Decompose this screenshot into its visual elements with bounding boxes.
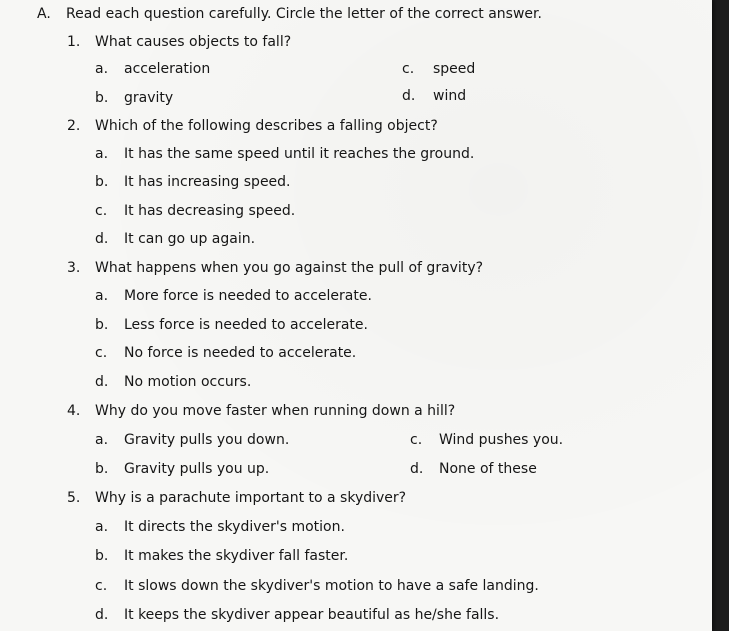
choice-text: gravity [124, 90, 174, 106]
choice-letter[interactable]: b. [95, 90, 109, 106]
question-number: 3. [67, 260, 81, 276]
choice-text: Wind pushes you. [439, 432, 564, 448]
choice-text: Less force is needed to accelerate. [124, 317, 368, 333]
choice-text: No motion occurs. [124, 374, 252, 390]
question-text: Why do you move faster when running down a hill? [95, 403, 456, 419]
choice-letter[interactable]: c. [95, 203, 108, 219]
choice-letter[interactable]: d. [95, 231, 109, 247]
choice-letter[interactable]: d. [410, 461, 424, 477]
choice-letter[interactable]: c. [95, 345, 108, 361]
question-number: 4. [67, 403, 81, 419]
question-text: Why is a parachute important to a skydiver? [95, 490, 407, 506]
choice-text: It can go up again. [124, 231, 256, 247]
choice-letter[interactable]: d. [95, 607, 109, 623]
question-text: What happens when you go against the pull of gravity? [95, 260, 484, 276]
choice-letter[interactable]: d. [402, 88, 416, 104]
choice-text: speed [433, 61, 476, 77]
question-number: 2. [67, 118, 81, 134]
choice-text: None of these [439, 461, 537, 477]
choice-letter[interactable]: a. [95, 288, 109, 304]
choice-text: It directs the skydiver's motion. [124, 519, 345, 535]
choice-letter[interactable]: b. [95, 174, 109, 190]
choice-text: It slows down the skydiver's motion to have a safe landing. [124, 578, 539, 594]
choice-letter[interactable]: b. [95, 461, 109, 477]
choice-letter[interactable]: a. [95, 432, 109, 448]
choice-letter[interactable]: a. [95, 146, 109, 162]
question-number: 1. [67, 34, 81, 50]
choice-text: It has increasing speed. [124, 174, 291, 190]
choice-text: acceleration [124, 61, 211, 77]
choice-letter[interactable]: d. [95, 374, 109, 390]
choice-text: It has decreasing speed. [124, 203, 296, 219]
choice-text: It keeps the skydiver appear beautiful as he/she falls. [124, 607, 500, 623]
question-number: 5. [67, 490, 81, 506]
choice-text: Gravity pulls you down. [124, 432, 290, 448]
choice-letter[interactable]: a. [95, 519, 109, 535]
choice-letter[interactable]: b. [95, 317, 109, 333]
choice-letter[interactable]: b. [95, 548, 109, 564]
choice-text: It makes the skydiver fall faster. [124, 548, 349, 564]
choice-letter[interactable]: c. [410, 432, 423, 448]
choice-text: More force is needed to accelerate. [124, 288, 372, 304]
choice-letter[interactable]: c. [95, 578, 108, 594]
choice-text: Gravity pulls you up. [124, 461, 270, 477]
choice-text: No force is needed to accelerate. [124, 345, 357, 361]
choice-text: wind [433, 88, 467, 104]
section-letter: A. [37, 6, 51, 22]
question-text: What causes objects to fall? [95, 34, 292, 50]
choice-letter[interactable]: a. [95, 61, 109, 77]
question-text: Which of the following describes a falling object? [95, 118, 438, 134]
choice-letter[interactable]: c. [402, 61, 415, 77]
choice-text: It has the same speed until it reaches the ground. [124, 146, 475, 162]
section-instruction: Read each question carefully. Circle the letter of the correct answer. [66, 6, 542, 22]
